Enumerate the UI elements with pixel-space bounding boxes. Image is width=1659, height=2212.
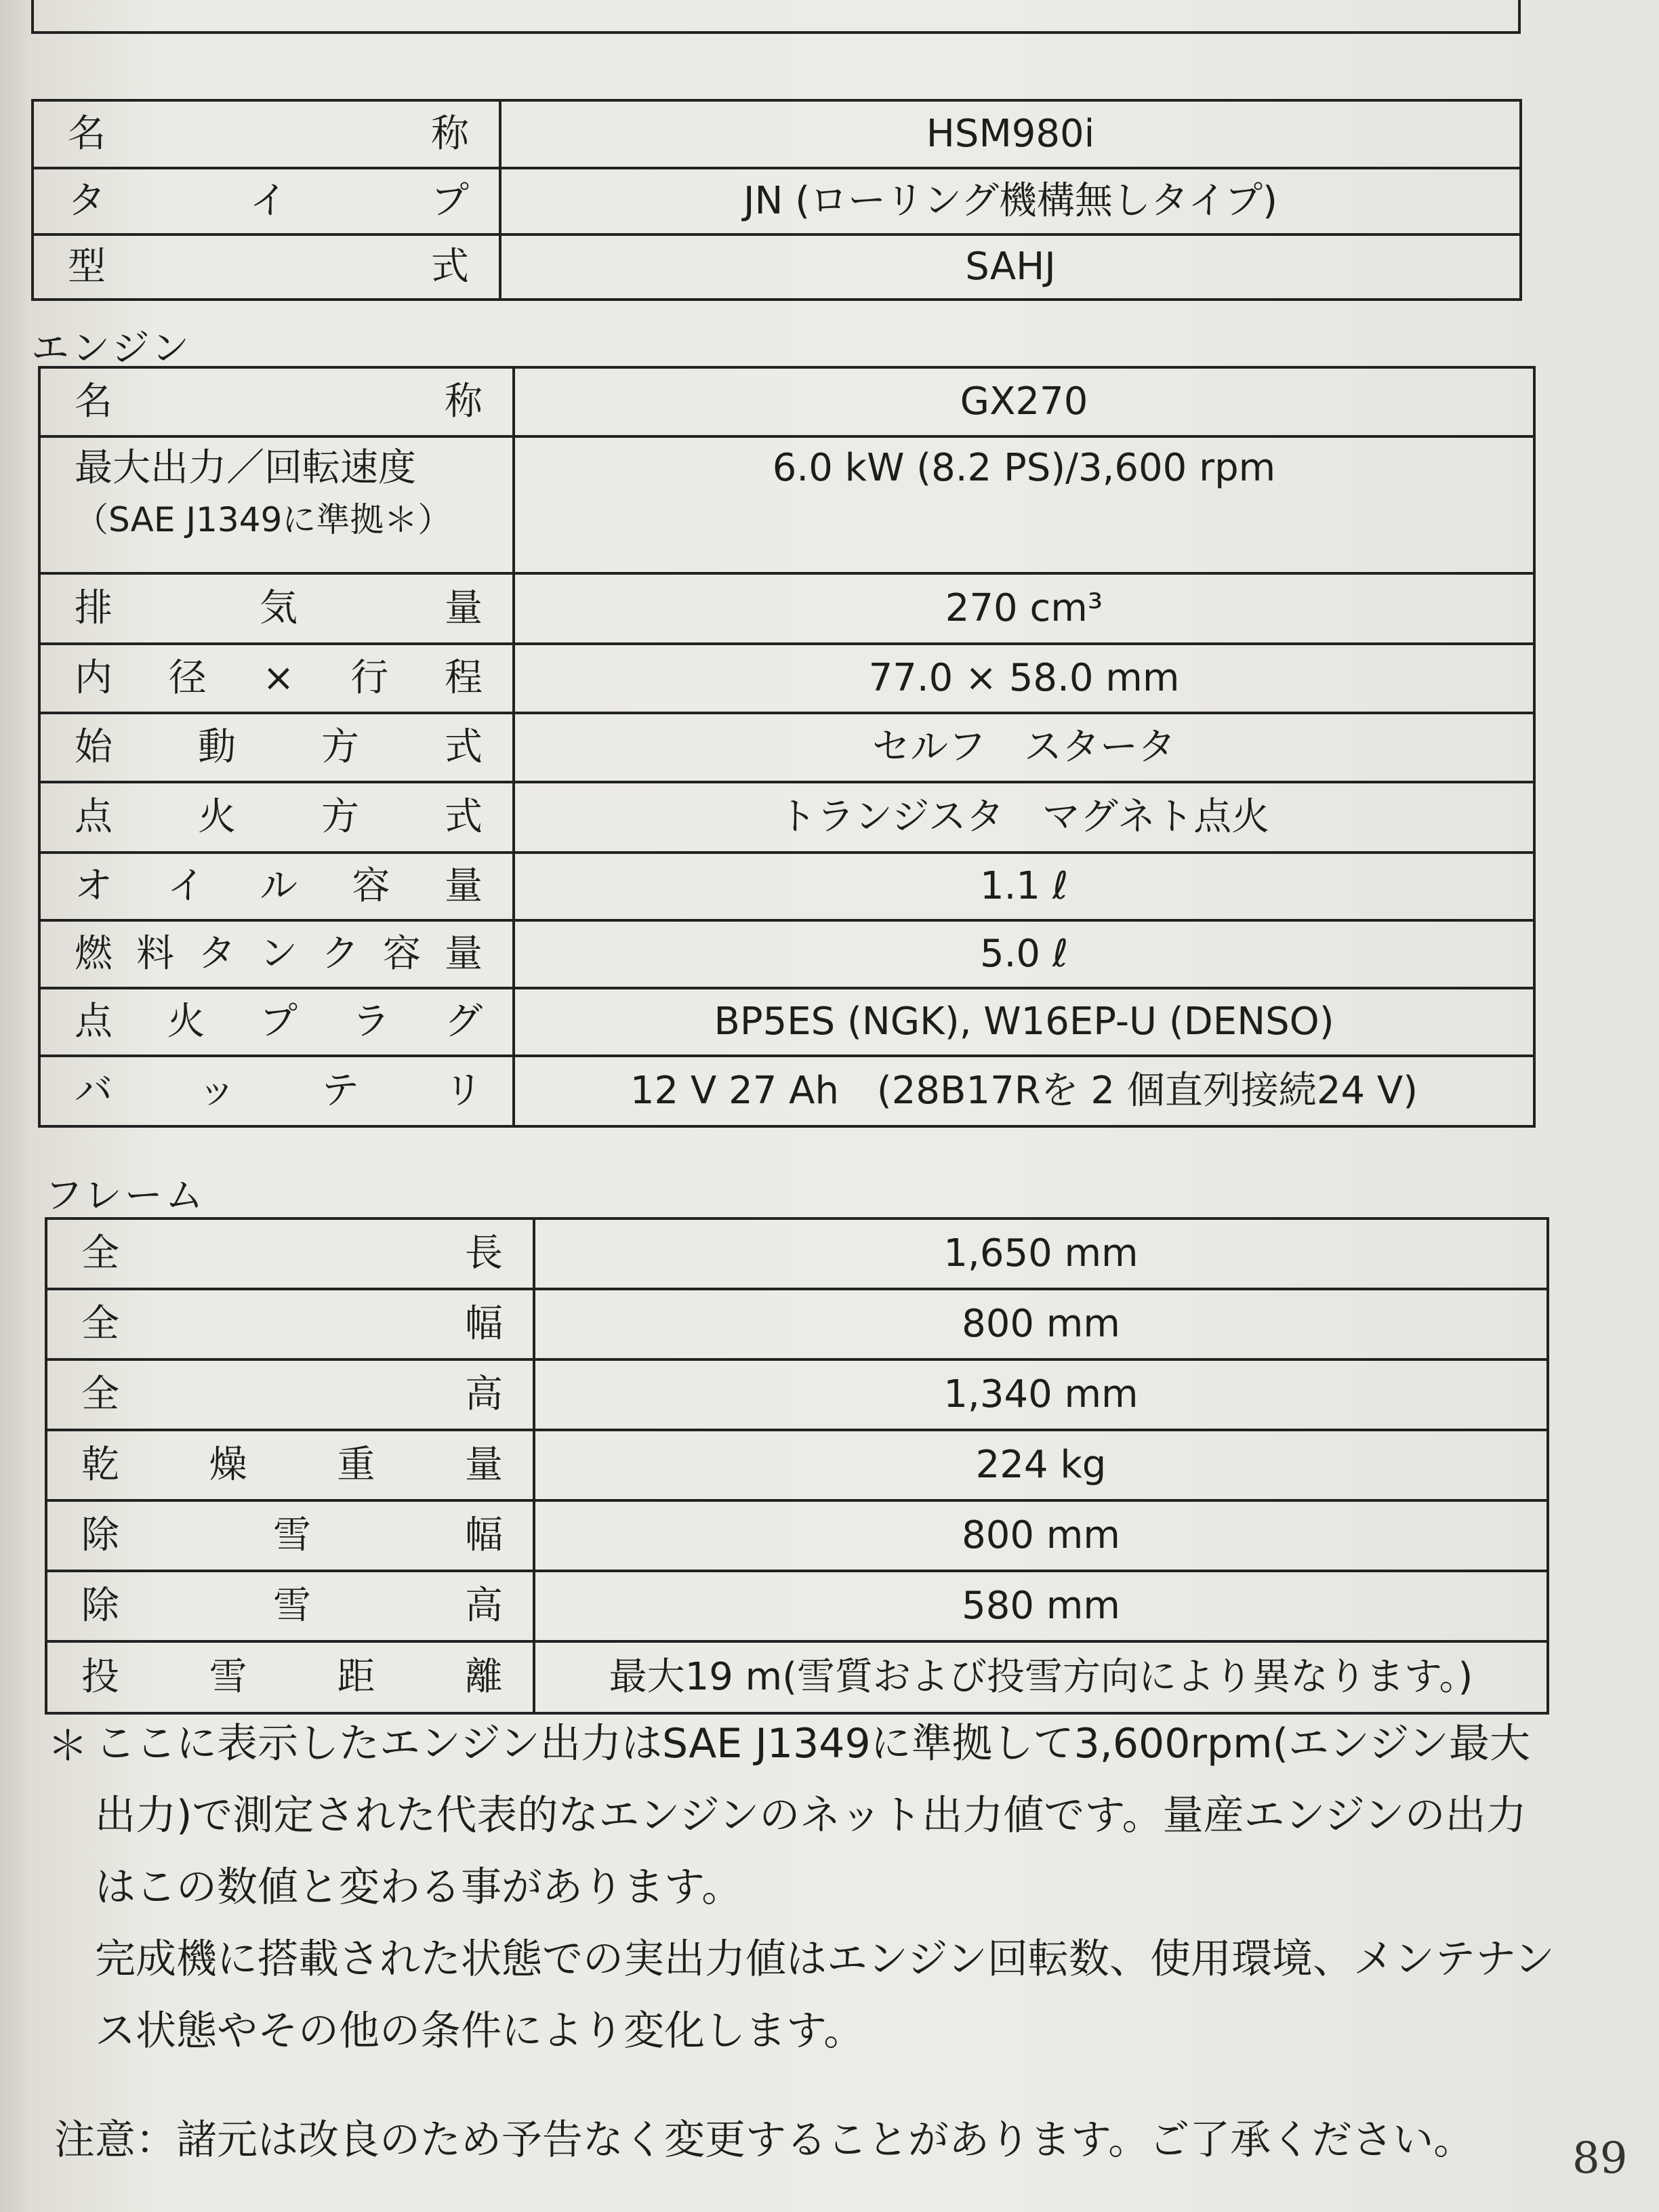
spec-label-char: 容 (352, 864, 390, 909)
spec-label-char: 雪 (273, 1513, 311, 1558)
spec-label-char: 名 (75, 380, 112, 424)
spec-label-char: 幅 (465, 1513, 503, 1558)
spec-row (46, 1218, 1548, 1289)
spec-label-cell (39, 1056, 514, 1126)
spec-label-char: 式 (431, 245, 469, 289)
spec-label-char: 全 (81, 1372, 119, 1417)
spec-value: SAHJ (965, 245, 1056, 289)
spec-row (39, 436, 1534, 573)
spec-value-cell (514, 713, 1534, 782)
spec-label-char: 気 (260, 586, 298, 631)
spec-label-char: 雪 (209, 1655, 247, 1700)
spec-value: トランジスタ マグネト点火 (778, 795, 1270, 840)
spec-row (46, 1641, 1548, 1713)
spec-row (46, 1289, 1548, 1359)
spec-row (39, 713, 1534, 782)
spec-label-char: 火 (198, 795, 236, 840)
spec-label-cell (39, 436, 514, 573)
spec-label-char: × (262, 656, 295, 701)
spec-label-cell (39, 988, 514, 1056)
spec-value: HSM980i (926, 112, 1095, 157)
spec-label-char: グ (445, 1000, 483, 1044)
spec-label-cell (46, 1218, 534, 1289)
spec-row (39, 1056, 1534, 1126)
spec-row (39, 644, 1534, 713)
spec-label-char: プ (260, 1000, 298, 1044)
spec-label-cell (46, 1641, 534, 1713)
spec-label-cell (46, 1359, 534, 1430)
spec-value-cell (514, 920, 1534, 988)
model-spec-table (31, 99, 1522, 301)
spec-label-char: 型 (68, 245, 106, 289)
spec-label-char: 燥 (209, 1443, 247, 1488)
spec-value: 800 mm (962, 1302, 1120, 1347)
spec-label-char: 内 (75, 656, 112, 701)
spec-label-cell (39, 920, 514, 988)
spec-label-cell (39, 367, 514, 436)
spec-label-char: 名 (68, 112, 106, 157)
spec-label-char: 式 (445, 795, 483, 840)
spec-label-char: プ (431, 179, 469, 224)
spec-label-char: テ (321, 1069, 359, 1113)
spec-label-cell (39, 782, 514, 853)
spec-value: 270 cm³ (945, 586, 1103, 631)
engine-section-heading: エンジン (31, 327, 192, 371)
spec-label-char: ン (260, 932, 298, 977)
spec-value: 5.0 ℓ (980, 932, 1068, 977)
spec-value: 1,650 mm (943, 1231, 1139, 1276)
spec-label-char: 除 (81, 1513, 119, 1558)
spec-row (33, 168, 1521, 234)
spec-row (46, 1500, 1548, 1571)
spec-label-char: ラ (352, 1000, 390, 1044)
spec-label-char: 容 (383, 932, 421, 977)
spec-label-char: 燃 (75, 932, 112, 977)
footnote-line: ス状態やその他の条件により変化します。 (95, 2007, 865, 2055)
spec-label-char: 量 (464, 1443, 503, 1488)
spec-value-cell (534, 1500, 1548, 1571)
spec-row (33, 100, 1521, 168)
spec-label-char: 方 (321, 725, 359, 770)
spec-label-char: 点 (75, 1000, 112, 1044)
spec-value-cell (514, 1056, 1534, 1126)
footnote-line: ここに表示したエンジン出力はSAE J1349に準拠して3,600rpm(エンジン最大 (95, 1720, 1530, 1767)
page-number: 89 (1572, 2133, 1628, 2184)
spec-label-cell (39, 853, 514, 920)
spec-label-char: イ (167, 864, 205, 909)
spec-value-cell (500, 100, 1521, 168)
spec-value-cell (514, 573, 1534, 644)
spec-value-cell (500, 168, 1521, 234)
footnote-line: 完成機に搭載された状態での実出力値はエンジン回転数、使用環境、メンテナン (95, 1936, 1555, 1983)
spec-value: セルフ スタータ (872, 725, 1176, 770)
spec-value-cell (514, 367, 1534, 436)
caution-note: 注意：諸元は改良のため予告なく変更することがあります。ご了承ください。 (54, 2116, 1475, 2164)
spec-label-char: 重 (337, 1443, 375, 1488)
spec-value: JN (ローリング機構無しタイプ) (743, 179, 1277, 224)
spec-label-char: 高 (465, 1584, 503, 1629)
spec-label-char: 排 (75, 586, 112, 631)
spec-value-cell (514, 782, 1534, 853)
spec-value-cell (500, 234, 1521, 300)
spec-label-cell (33, 168, 500, 234)
spec-label-char: 最大出力／回転速度 (75, 446, 416, 490)
spec-value: 1.1 ℓ (980, 864, 1068, 909)
footnote-asterisk: ＊ (47, 1723, 88, 1770)
spec-label-char: 量 (445, 932, 483, 977)
footnote (47, 1708, 1613, 2067)
spec-value-cell (514, 436, 1534, 573)
spec-row (39, 853, 1534, 920)
spec-row (39, 988, 1534, 1056)
spec-row (46, 1430, 1548, 1500)
spec-row (39, 367, 1534, 436)
spec-value: 224 kg (975, 1443, 1107, 1488)
spec-label-char: 称 (445, 380, 483, 424)
spec-label-cell (39, 713, 514, 782)
frame-spec-table (45, 1217, 1549, 1715)
footnote-line: 出力)で測定された代表的なエンジンのネット出力値です。量産エンジンの出力 (95, 1792, 1527, 1839)
spec-label-char: 幅 (465, 1302, 503, 1347)
spec-label-char: 全 (81, 1231, 119, 1276)
spec-value: 最大19 m(雪質および投雪方向により異なります。) (609, 1655, 1473, 1700)
spec-label-char: イ (249, 179, 287, 224)
spec-row (39, 573, 1534, 644)
spec-label-cell (46, 1571, 534, 1641)
spec-label-char: 距 (337, 1655, 375, 1700)
spec-value-cell (514, 853, 1534, 920)
spec-label-char: 程 (444, 656, 483, 701)
spec-row (33, 234, 1521, 300)
spec-value: 1,340 mm (943, 1372, 1139, 1417)
spec-label-char: 除 (81, 1584, 119, 1629)
spec-value: 77.0 × 58.0 mm (868, 656, 1180, 701)
spec-label-char: 方 (321, 795, 359, 840)
spec-label-char: 始 (75, 725, 112, 770)
spec-label-cell (46, 1289, 534, 1359)
engine-spec-table (38, 366, 1536, 1128)
spec-label-cell (39, 644, 514, 713)
spec-label-char: 称 (431, 112, 469, 157)
spec-label-char: 式 (445, 725, 483, 770)
book-spine (0, 0, 29, 2212)
spec-value: 800 mm (962, 1513, 1120, 1558)
spec-label-char: 雪 (273, 1584, 311, 1629)
spec-value-cell (534, 1218, 1548, 1289)
spec-value-cell (534, 1641, 1548, 1713)
spec-row (39, 782, 1534, 853)
spec-label-cell (33, 100, 500, 168)
spec-label-char: 動 (198, 725, 236, 770)
spec-row (39, 920, 1534, 988)
spec-label-char: 全 (81, 1302, 119, 1347)
spec-label-char: 料 (136, 932, 174, 977)
spec-label-char: ッ (198, 1069, 236, 1113)
spec-label-char: オ (75, 864, 112, 909)
spec-value: BP5ES (NGK), W16EP-U (DENSO) (714, 1000, 1334, 1044)
spec-label-char: 投 (81, 1655, 119, 1700)
footnote-line: はこの数値と変わる事があります。 (95, 1864, 743, 1911)
spec-label-char: タ (198, 932, 236, 977)
spec-label-char: 離 (464, 1655, 503, 1700)
spec-value: 6.0 kW (8.2 PS)/3,600 rpm (772, 446, 1276, 490)
spec-value-cell (514, 988, 1534, 1056)
spec-value: 12 V 27 Ah (28B17Rを 2 個直列接続24 V) (630, 1069, 1418, 1113)
spec-value: 580 mm (962, 1584, 1120, 1629)
spec-label-char: 乾 (81, 1443, 119, 1488)
spec-label-char: 長 (465, 1231, 503, 1276)
spec-label-char: 行 (350, 656, 389, 701)
spec-label-char: ル (260, 864, 298, 909)
spec-value-cell (534, 1430, 1548, 1500)
spec-label-char: バ (75, 1069, 112, 1113)
spec-label-char: 火 (167, 1000, 205, 1044)
spec-label-char: 高 (465, 1372, 503, 1417)
spec-label-char: リ (445, 1069, 483, 1113)
spec-label-cell (46, 1500, 534, 1571)
spec-label-char: タ (68, 179, 106, 224)
spec-value-cell (534, 1571, 1548, 1641)
frame-section-heading: フレーム (45, 1174, 206, 1218)
spec-label-char: ク (321, 932, 359, 977)
spec-label-char: 点 (75, 795, 112, 840)
spec-label-cell (33, 234, 500, 300)
spec-value: GX270 (960, 380, 1088, 424)
spec-label-cell (46, 1430, 534, 1500)
spec-label-char: 量 (445, 864, 483, 909)
spec-value-cell (534, 1289, 1548, 1359)
spec-label-cell (39, 573, 514, 644)
spec-label-subtext: （SAE J1349に準拠＊） (75, 499, 452, 539)
spec-row (46, 1571, 1548, 1641)
spec-row (46, 1359, 1548, 1430)
previous-table-bottom (31, 0, 1521, 34)
spec-label-char: 量 (445, 586, 483, 631)
spec-label-char: 径 (168, 656, 207, 701)
spec-value-cell (534, 1359, 1548, 1430)
spec-value-cell (514, 644, 1534, 713)
